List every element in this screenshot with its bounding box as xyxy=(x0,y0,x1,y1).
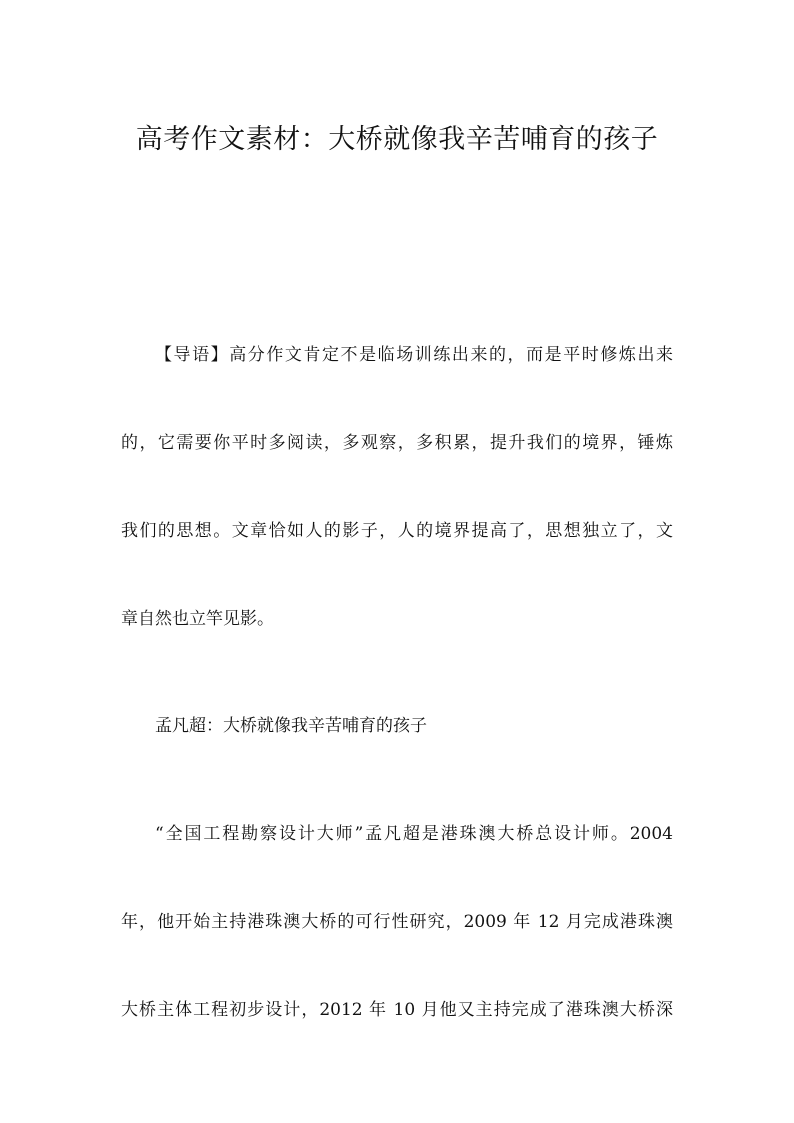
intro-line-3: 我们的思想。文章恰如人的影子，人的境界提高了，思想独立了，文 xyxy=(121,521,673,541)
body-line-1: “全国工程勘察设计大师”孟凡超是港珠澳大桥总设计师。2004 xyxy=(155,824,673,844)
document-title: 高考作文素材：大桥就像我辛苦哺育的孩子 xyxy=(135,124,659,155)
intro-line-2: 的，它需要你平时多阅读，多观察，多积累，提升我们的境界，锤炼 xyxy=(121,433,673,453)
intro-line-4: 章自然也立竿见影。 xyxy=(121,609,274,629)
article-subtitle: 孟凡超：大桥就像我辛苦哺育的孩子 xyxy=(155,716,427,736)
body-line-2: 年，他开始主持港珠澳大桥的可行性研究，2009 年 12 月完成港珠澳 xyxy=(121,912,673,932)
body-line-3: 大桥主体工程初步设计，2012 年 10 月他又主持完成了港珠澳大桥深 xyxy=(121,1000,673,1020)
intro-line-1: 【导语】高分作文肯定不是临场训练出来的，而是平时修炼出来 xyxy=(155,345,673,365)
